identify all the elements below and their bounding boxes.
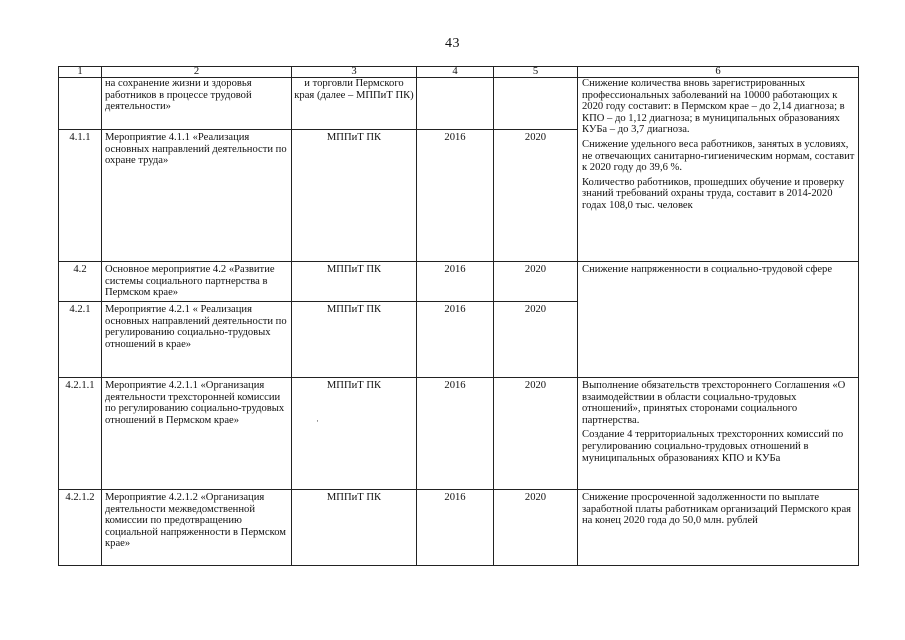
start-year-cell — [417, 78, 494, 130]
start-year-cell: 2016 — [417, 262, 494, 302]
result-text: Снижение количества вновь зарегистрированных профессиональных заболеваний на 10000 работающих к 2020 году составит: в Пермском крае – до 2,14 диагноза; в КПО – до 1,12 диагноза; в муниципальных образованиях КУБа – до 3,7 диагноза. — [582, 78, 845, 136]
end-year-cell: 2020 — [494, 130, 578, 262]
page-number: 43 — [445, 36, 460, 51]
row-code-cell — [59, 78, 102, 130]
column-number-row — [59, 67, 859, 78]
executor-cell: МППиТ ПК — [292, 490, 417, 566]
executor-cell: и торговли Пермского края (далее – МППиТ ПК) — [292, 78, 417, 130]
column-number-6: 6 — [578, 67, 859, 78]
activity-name-cell: Мероприятие 4.1.1 «Реализация основных направлений деятельности по охране труда» — [102, 130, 292, 262]
executor-cell: МППиТ ПК — [292, 302, 417, 378]
activity-name-cell: Мероприятие 4.2.1.2 «Организация деятельности межведомственной комиссии по предотвращению социальной напряженности в Пермском крае» — [102, 490, 292, 566]
result-text: Создание 4 территориальных трехсторонних комиссий по регулированию социально-трудовых отношений в муниципальных образованиях КПО и КУБа — [582, 429, 844, 464]
table-row — [59, 262, 859, 302]
end-year-cell: 2020 — [494, 490, 578, 566]
start-year-cell: 2016 — [417, 490, 494, 566]
start-year-cell: 2016 — [417, 302, 494, 378]
table-row — [59, 378, 859, 490]
program-table — [58, 66, 859, 566]
executor-cell: МППиТ ПК — [292, 130, 417, 262]
table-row — [59, 490, 859, 566]
result-cell — [578, 78, 859, 262]
executor-cell: МППиТ ПК — [292, 378, 417, 490]
result-cell — [578, 490, 859, 566]
end-year-cell: 2020 — [494, 262, 578, 302]
activity-name-cell: Мероприятие 4.2.1 « Реализация основных направлений деятельности по регулированию социально-трудовых отношений в крае» — [102, 302, 292, 378]
row-code-cell: 4.2 — [59, 262, 102, 302]
table-row-continuation — [59, 78, 859, 130]
executor-cell: МППиТ ПК — [292, 262, 417, 302]
result-text: Выполнение обязательств трехстороннего Соглашения «О взаимодействии в области социально-трудовых отношений», принятых сторонами социального партнерства. — [582, 380, 846, 426]
activity-name-cell: Мероприятие 4.2.1.1 «Организация деятельности трехсторонней комиссии по регулированию социально-трудовых отношений в Пермском крае» — [102, 378, 292, 490]
end-year-cell: 2020 — [494, 378, 578, 490]
scan-speck: · — [316, 416, 319, 426]
end-year-cell — [494, 78, 578, 130]
activity-name-cell: на сохранение жизни и здоровья работников в процессе трудовой деятельности» — [102, 78, 292, 130]
column-number-3: 3 — [292, 67, 417, 78]
column-number-4: 4 — [417, 67, 494, 78]
result-text: Количество работников, прошедших обучение и проверку знаний требований охраны труда, составит в 2014-2020 годах 108,0 тыс. человек — [582, 176, 845, 211]
start-year-cell: 2016 — [417, 130, 494, 262]
end-year-cell: 2020 — [494, 302, 578, 378]
row-code-cell: 4.1.1 — [59, 130, 102, 262]
row-code-cell: 4.2.1.1 — [59, 378, 102, 490]
row-code-cell: 4.2.1.2 — [59, 490, 102, 566]
column-number-5: 5 — [494, 67, 578, 78]
row-code-cell: 4.2.1 — [59, 302, 102, 378]
result-text: Снижение просроченной задолженности по выплате заработной платы работникам организаций Пермского края на конец 2020 года до 50,0 млн. рублей — [582, 492, 852, 527]
result-cell — [578, 378, 859, 490]
column-number-1: 1 — [59, 67, 102, 78]
start-year-cell: 2016 — [417, 378, 494, 490]
result-text: Снижение удельного веса работников, занятых в условиях, не отвечающих санитарно-гигиеническим нормам, составит к 2020 году до 39,6 %. — [582, 138, 855, 174]
result-cell — [578, 262, 859, 378]
activity-name-cell: Основное мероприятие 4.2 «Развитие системы социального партнерства в Пермском крае» — [102, 262, 292, 302]
result-text: Снижение напряженности в социально-трудовой сфере — [582, 264, 833, 275]
column-number-2: 2 — [102, 67, 292, 78]
